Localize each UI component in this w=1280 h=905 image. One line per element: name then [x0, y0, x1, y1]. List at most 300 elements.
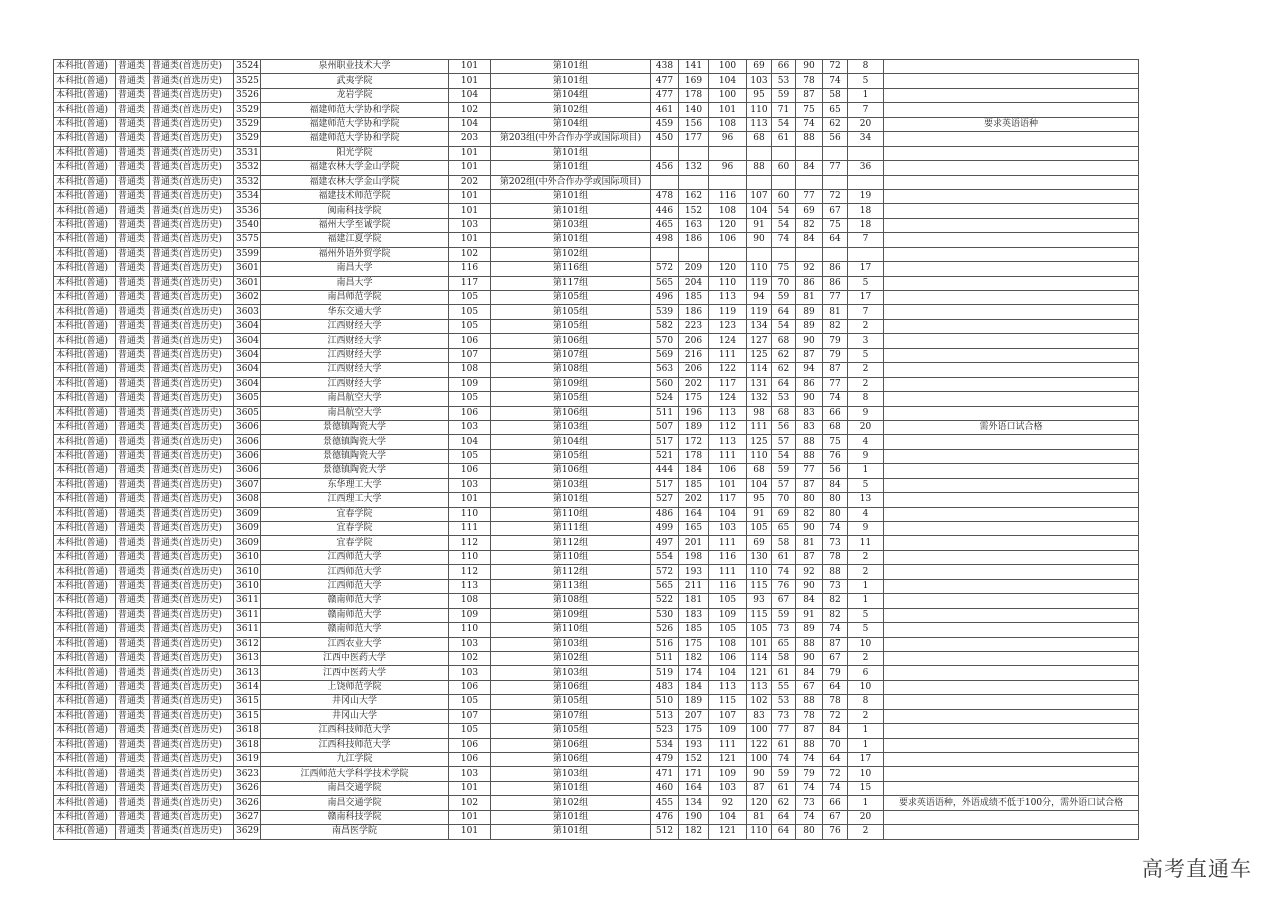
group-cell: 第104组	[491, 88, 651, 102]
code-cell: 3529	[234, 132, 261, 146]
plan-cell: 438	[651, 60, 679, 74]
second-subject-cell: 76	[823, 825, 848, 839]
chinese-cell: 121	[709, 825, 747, 839]
table-row	[54, 291, 1139, 305]
group-cell: 第202组(中外合作办学或国际项目)	[491, 175, 651, 189]
school-cell: 南昌航空大学	[261, 406, 449, 420]
group-cell: 第101组	[491, 781, 651, 795]
chinese-cell: 115	[709, 695, 747, 709]
note-cell	[884, 651, 1139, 665]
min-score-cell: 207	[679, 709, 709, 723]
chinese-cell	[709, 146, 747, 160]
group-cell: 第103组	[491, 637, 651, 651]
min-score-cell: 206	[679, 363, 709, 377]
subject-cell: 普通类(首选历史)	[150, 406, 234, 420]
second-subject-cell: 80	[823, 493, 848, 507]
min-score-cell: 186	[679, 305, 709, 319]
math-cell: 81	[747, 810, 772, 824]
first-subject-cell: 91	[796, 608, 823, 622]
plan-cell: 471	[651, 767, 679, 781]
count-cell: 8	[848, 60, 884, 74]
min-score-cell: 182	[679, 651, 709, 665]
min-score-cell: 183	[679, 608, 709, 622]
foreign-cell: 77	[772, 724, 796, 738]
plan-cell: 572	[651, 565, 679, 579]
group-code-cell: 101	[449, 189, 491, 203]
min-score-cell: 202	[679, 377, 709, 391]
foreign-cell: 61	[772, 666, 796, 680]
foreign-cell: 53	[772, 695, 796, 709]
first-subject-cell: 88	[796, 695, 823, 709]
code-cell: 3611	[234, 608, 261, 622]
note-cell	[884, 550, 1139, 564]
count-cell	[848, 247, 884, 261]
min-score-cell: 185	[679, 623, 709, 637]
batch-cell: 本科批(普通)	[54, 536, 116, 550]
min-score-cell: 209	[679, 262, 709, 276]
math-cell: 114	[747, 363, 772, 377]
min-score-cell: 162	[679, 189, 709, 203]
type-cell: 普通类	[116, 377, 150, 391]
subject-cell: 普通类(首选历史)	[150, 478, 234, 492]
foreign-cell	[772, 175, 796, 189]
code-cell: 3605	[234, 406, 261, 420]
plan-cell: 582	[651, 319, 679, 333]
subject-cell: 普通类(首选历史)	[150, 348, 234, 362]
first-subject-cell: 88	[796, 435, 823, 449]
batch-cell: 本科批(普通)	[54, 449, 116, 463]
math-cell: 110	[747, 565, 772, 579]
foreign-cell: 76	[772, 579, 796, 593]
first-subject-cell: 90	[796, 522, 823, 536]
plan-cell: 517	[651, 478, 679, 492]
first-subject-cell	[796, 247, 823, 261]
chinese-cell: 96	[709, 161, 747, 175]
foreign-cell: 61	[772, 132, 796, 146]
count-cell: 1	[848, 88, 884, 102]
code-cell: 3604	[234, 319, 261, 333]
foreign-cell: 59	[772, 88, 796, 102]
group-cell: 第106组	[491, 406, 651, 420]
subject-cell: 普通类(首选历史)	[150, 392, 234, 406]
group-cell: 第104组	[491, 435, 651, 449]
school-cell: 阳光学院	[261, 146, 449, 160]
table-row	[54, 132, 1139, 146]
plan-cell: 465	[651, 218, 679, 232]
min-score-cell: 189	[679, 695, 709, 709]
first-subject-cell: 84	[796, 594, 823, 608]
group-cell: 第111组	[491, 522, 651, 536]
subject-cell: 普通类(首选历史)	[150, 753, 234, 767]
plan-cell: 478	[651, 189, 679, 203]
note-cell	[884, 305, 1139, 319]
min-score-cell: 193	[679, 738, 709, 752]
count-cell: 10	[848, 767, 884, 781]
count-cell: 2	[848, 377, 884, 391]
count-cell: 7	[848, 233, 884, 247]
batch-cell: 本科批(普通)	[54, 579, 116, 593]
table-row	[54, 810, 1139, 824]
code-cell: 3629	[234, 825, 261, 839]
group-code-cell: 102	[449, 796, 491, 810]
note-cell	[884, 392, 1139, 406]
math-cell: 113	[747, 680, 772, 694]
type-cell: 普通类	[116, 608, 150, 622]
code-cell: 3614	[234, 680, 261, 694]
group-code-cell: 116	[449, 262, 491, 276]
batch-cell: 本科批(普通)	[54, 825, 116, 839]
second-subject-cell: 84	[823, 478, 848, 492]
min-score-cell: 140	[679, 103, 709, 117]
table-row	[54, 594, 1139, 608]
subject-cell: 普通类(首选历史)	[150, 449, 234, 463]
second-subject-cell: 78	[823, 550, 848, 564]
chinese-cell: 104	[709, 74, 747, 88]
group-cell: 第103组	[491, 666, 651, 680]
plan-cell: 476	[651, 810, 679, 824]
chinese-cell: 100	[709, 60, 747, 74]
type-cell: 普通类	[116, 363, 150, 377]
chinese-cell: 104	[709, 507, 747, 521]
first-subject-cell: 74	[796, 117, 823, 131]
foreign-cell: 74	[772, 233, 796, 247]
chinese-cell: 111	[709, 348, 747, 362]
table-row	[54, 334, 1139, 348]
school-cell: 江西农业大学	[261, 637, 449, 651]
note-cell	[884, 594, 1139, 608]
batch-cell: 本科批(普通)	[54, 406, 116, 420]
table-row	[54, 695, 1139, 709]
subject-cell: 普通类(首选历史)	[150, 738, 234, 752]
code-cell: 3603	[234, 305, 261, 319]
chinese-cell: 113	[709, 680, 747, 694]
group-cell: 第112组	[491, 565, 651, 579]
first-subject-cell: 83	[796, 406, 823, 420]
foreign-cell	[772, 247, 796, 261]
plan-cell: 456	[651, 161, 679, 175]
admission-table	[53, 59, 1139, 840]
group-cell: 第106组	[491, 464, 651, 478]
foreign-cell: 57	[772, 435, 796, 449]
math-cell: 91	[747, 218, 772, 232]
min-score-cell: 186	[679, 233, 709, 247]
code-cell: 3610	[234, 579, 261, 593]
group-cell: 第101组	[491, 810, 651, 824]
first-subject-cell: 81	[796, 536, 823, 550]
count-cell: 15	[848, 781, 884, 795]
foreign-cell: 70	[772, 276, 796, 290]
plan-cell	[651, 146, 679, 160]
count-cell: 7	[848, 103, 884, 117]
group-cell: 第110组	[491, 507, 651, 521]
plan-cell: 479	[651, 753, 679, 767]
batch-cell: 本科批(普通)	[54, 319, 116, 333]
table-row	[54, 680, 1139, 694]
min-score-cell: 196	[679, 406, 709, 420]
count-cell: 2	[848, 709, 884, 723]
second-subject-cell: 86	[823, 276, 848, 290]
subject-cell: 普通类(首选历史)	[150, 680, 234, 694]
type-cell: 普通类	[116, 695, 150, 709]
min-score-cell: 184	[679, 464, 709, 478]
note-cell	[884, 724, 1139, 738]
min-score-cell: 211	[679, 579, 709, 593]
batch-cell: 本科批(普通)	[54, 637, 116, 651]
note-cell	[884, 478, 1139, 492]
type-cell: 普通类	[116, 117, 150, 131]
table-row	[54, 88, 1139, 102]
plan-cell: 539	[651, 305, 679, 319]
first-subject-cell: 74	[796, 753, 823, 767]
chinese-cell: 111	[709, 536, 747, 550]
group-cell: 第109组	[491, 608, 651, 622]
foreign-cell: 54	[772, 117, 796, 131]
school-cell: 上饶师范学院	[261, 680, 449, 694]
subject-cell: 普通类(首选历史)	[150, 536, 234, 550]
count-cell: 1	[848, 464, 884, 478]
foreign-cell: 53	[772, 74, 796, 88]
batch-cell: 本科批(普通)	[54, 247, 116, 261]
chinese-cell: 117	[709, 377, 747, 391]
math-cell: 100	[747, 724, 772, 738]
math-cell: 102	[747, 695, 772, 709]
min-score-cell: 132	[679, 161, 709, 175]
batch-cell: 本科批(普通)	[54, 348, 116, 362]
batch-cell: 本科批(普通)	[54, 132, 116, 146]
school-cell: 景德镇陶瓷大学	[261, 464, 449, 478]
subject-cell: 普通类(首选历史)	[150, 334, 234, 348]
subject-cell: 普通类(首选历史)	[150, 565, 234, 579]
table-row	[54, 420, 1139, 434]
foreign-cell: 64	[772, 825, 796, 839]
second-subject-cell: 82	[823, 608, 848, 622]
plan-cell: 450	[651, 132, 679, 146]
math-cell: 95	[747, 88, 772, 102]
foreign-cell: 64	[772, 810, 796, 824]
group-cell: 第113组	[491, 579, 651, 593]
type-cell: 普通类	[116, 88, 150, 102]
batch-cell: 本科批(普通)	[54, 204, 116, 218]
group-code-cell: 104	[449, 88, 491, 102]
group-code-cell: 104	[449, 435, 491, 449]
note-cell	[884, 565, 1139, 579]
foreign-cell: 68	[772, 406, 796, 420]
school-cell: 江西中医药大学	[261, 666, 449, 680]
math-cell: 93	[747, 594, 772, 608]
foreign-cell: 67	[772, 594, 796, 608]
batch-cell: 本科批(普通)	[54, 464, 116, 478]
table-row	[54, 392, 1139, 406]
school-cell: 福建农林大学金山学院	[261, 161, 449, 175]
second-subject-cell: 75	[823, 218, 848, 232]
plan-cell: 570	[651, 334, 679, 348]
count-cell: 10	[848, 680, 884, 694]
count-cell: 34	[848, 132, 884, 146]
count-cell: 2	[848, 651, 884, 665]
group-code-cell: 105	[449, 392, 491, 406]
second-subject-cell: 74	[823, 623, 848, 637]
note-cell	[884, 709, 1139, 723]
table-row	[54, 507, 1139, 521]
foreign-cell: 60	[772, 189, 796, 203]
type-cell: 普通类	[116, 464, 150, 478]
group-cell: 第116组	[491, 262, 651, 276]
school-cell: 宜春学院	[261, 536, 449, 550]
school-cell: 江西财经大学	[261, 319, 449, 333]
second-subject-cell: 73	[823, 579, 848, 593]
group-code-cell: 106	[449, 406, 491, 420]
first-subject-cell: 74	[796, 781, 823, 795]
count-cell: 8	[848, 392, 884, 406]
math-cell: 107	[747, 189, 772, 203]
type-cell: 普通类	[116, 247, 150, 261]
first-subject-cell: 90	[796, 60, 823, 74]
first-subject-cell: 69	[796, 204, 823, 218]
type-cell: 普通类	[116, 536, 150, 550]
second-subject-cell: 79	[823, 334, 848, 348]
code-cell: 3609	[234, 536, 261, 550]
note-cell	[884, 637, 1139, 651]
math-cell: 69	[747, 60, 772, 74]
type-cell: 普通类	[116, 796, 150, 810]
table-row	[54, 464, 1139, 478]
group-code-cell: 102	[449, 651, 491, 665]
note-cell	[884, 825, 1139, 839]
plan-cell	[651, 175, 679, 189]
count-cell: 7	[848, 305, 884, 319]
subject-cell: 普通类(首选历史)	[150, 103, 234, 117]
code-cell: 3623	[234, 767, 261, 781]
type-cell: 普通类	[116, 103, 150, 117]
note-cell	[884, 666, 1139, 680]
math-cell: 69	[747, 536, 772, 550]
type-cell: 普通类	[116, 189, 150, 203]
note-cell: 需外语口试合格	[884, 420, 1139, 434]
chinese-cell: 100	[709, 88, 747, 102]
type-cell: 普通类	[116, 161, 150, 175]
batch-cell: 本科批(普通)	[54, 377, 116, 391]
type-cell: 普通类	[116, 319, 150, 333]
school-cell: 福州外语外贸学院	[261, 247, 449, 261]
type-cell: 普通类	[116, 218, 150, 232]
school-cell: 宜春学院	[261, 507, 449, 521]
code-cell: 3529	[234, 103, 261, 117]
school-cell: 龙岩学院	[261, 88, 449, 102]
batch-cell: 本科批(普通)	[54, 233, 116, 247]
min-score-cell: 204	[679, 276, 709, 290]
min-score-cell: 163	[679, 218, 709, 232]
second-subject-cell: 77	[823, 161, 848, 175]
math-cell: 98	[747, 406, 772, 420]
plan-cell: 513	[651, 709, 679, 723]
group-code-cell: 103	[449, 478, 491, 492]
group-code-cell: 101	[449, 204, 491, 218]
note-cell	[884, 753, 1139, 767]
group-cell: 第101组	[491, 493, 651, 507]
type-cell: 普通类	[116, 291, 150, 305]
code-cell: 3615	[234, 709, 261, 723]
second-subject-cell: 86	[823, 262, 848, 276]
batch-cell: 本科批(普通)	[54, 161, 116, 175]
first-subject-cell: 82	[796, 507, 823, 521]
batch-cell: 本科批(普通)	[54, 392, 116, 406]
school-cell: 江西科技师范大学	[261, 724, 449, 738]
type-cell: 普通类	[116, 348, 150, 362]
second-subject-cell: 78	[823, 695, 848, 709]
group-code-cell: 105	[449, 695, 491, 709]
group-code-cell: 112	[449, 536, 491, 550]
second-subject-cell: 64	[823, 233, 848, 247]
table-row	[54, 189, 1139, 203]
note-cell	[884, 738, 1139, 752]
plan-cell: 444	[651, 464, 679, 478]
subject-cell: 普通类(首选历史)	[150, 218, 234, 232]
school-cell: 东华理工大学	[261, 478, 449, 492]
group-cell: 第203组(中外合作办学或国际项目)	[491, 132, 651, 146]
first-subject-cell: 89	[796, 319, 823, 333]
math-cell: 104	[747, 478, 772, 492]
count-cell: 5	[848, 608, 884, 622]
plan-cell: 477	[651, 74, 679, 88]
type-cell: 普通类	[116, 392, 150, 406]
count-cell: 9	[848, 522, 884, 536]
note-cell	[884, 363, 1139, 377]
second-subject-cell: 73	[823, 536, 848, 550]
note-cell	[884, 291, 1139, 305]
foreign-cell: 74	[772, 565, 796, 579]
group-code-cell: 102	[449, 103, 491, 117]
chinese-cell: 113	[709, 291, 747, 305]
school-cell: 南昌师范学院	[261, 291, 449, 305]
plan-cell: 477	[651, 88, 679, 102]
min-score-cell: 164	[679, 781, 709, 795]
group-code-cell: 112	[449, 565, 491, 579]
plan-cell: 507	[651, 420, 679, 434]
school-cell: 泉州职业技术大学	[261, 60, 449, 74]
type-cell: 普通类	[116, 709, 150, 723]
first-subject-cell: 82	[796, 218, 823, 232]
first-subject-cell: 75	[796, 103, 823, 117]
count-cell: 5	[848, 478, 884, 492]
type-cell: 普通类	[116, 204, 150, 218]
note-cell	[884, 493, 1139, 507]
plan-cell: 524	[651, 392, 679, 406]
min-score-cell: 202	[679, 493, 709, 507]
table-row	[54, 276, 1139, 290]
math-cell: 68	[747, 132, 772, 146]
math-cell: 115	[747, 579, 772, 593]
note-cell	[884, 536, 1139, 550]
first-subject-cell: 87	[796, 724, 823, 738]
first-subject-cell: 84	[796, 161, 823, 175]
group-code-cell: 109	[449, 608, 491, 622]
min-score-cell: 165	[679, 522, 709, 536]
min-score-cell: 189	[679, 420, 709, 434]
batch-cell: 本科批(普通)	[54, 522, 116, 536]
second-subject-cell: 67	[823, 204, 848, 218]
first-subject-cell: 78	[796, 74, 823, 88]
school-cell: 景德镇陶瓷大学	[261, 449, 449, 463]
math-cell: 101	[747, 637, 772, 651]
table-row	[54, 724, 1139, 738]
chinese-cell: 106	[709, 464, 747, 478]
second-subject-cell: 74	[823, 522, 848, 536]
type-cell: 普通类	[116, 637, 150, 651]
count-cell: 1	[848, 579, 884, 593]
school-cell: 江西师范大学	[261, 579, 449, 593]
code-cell: 3626	[234, 781, 261, 795]
note-cell	[884, 161, 1139, 175]
